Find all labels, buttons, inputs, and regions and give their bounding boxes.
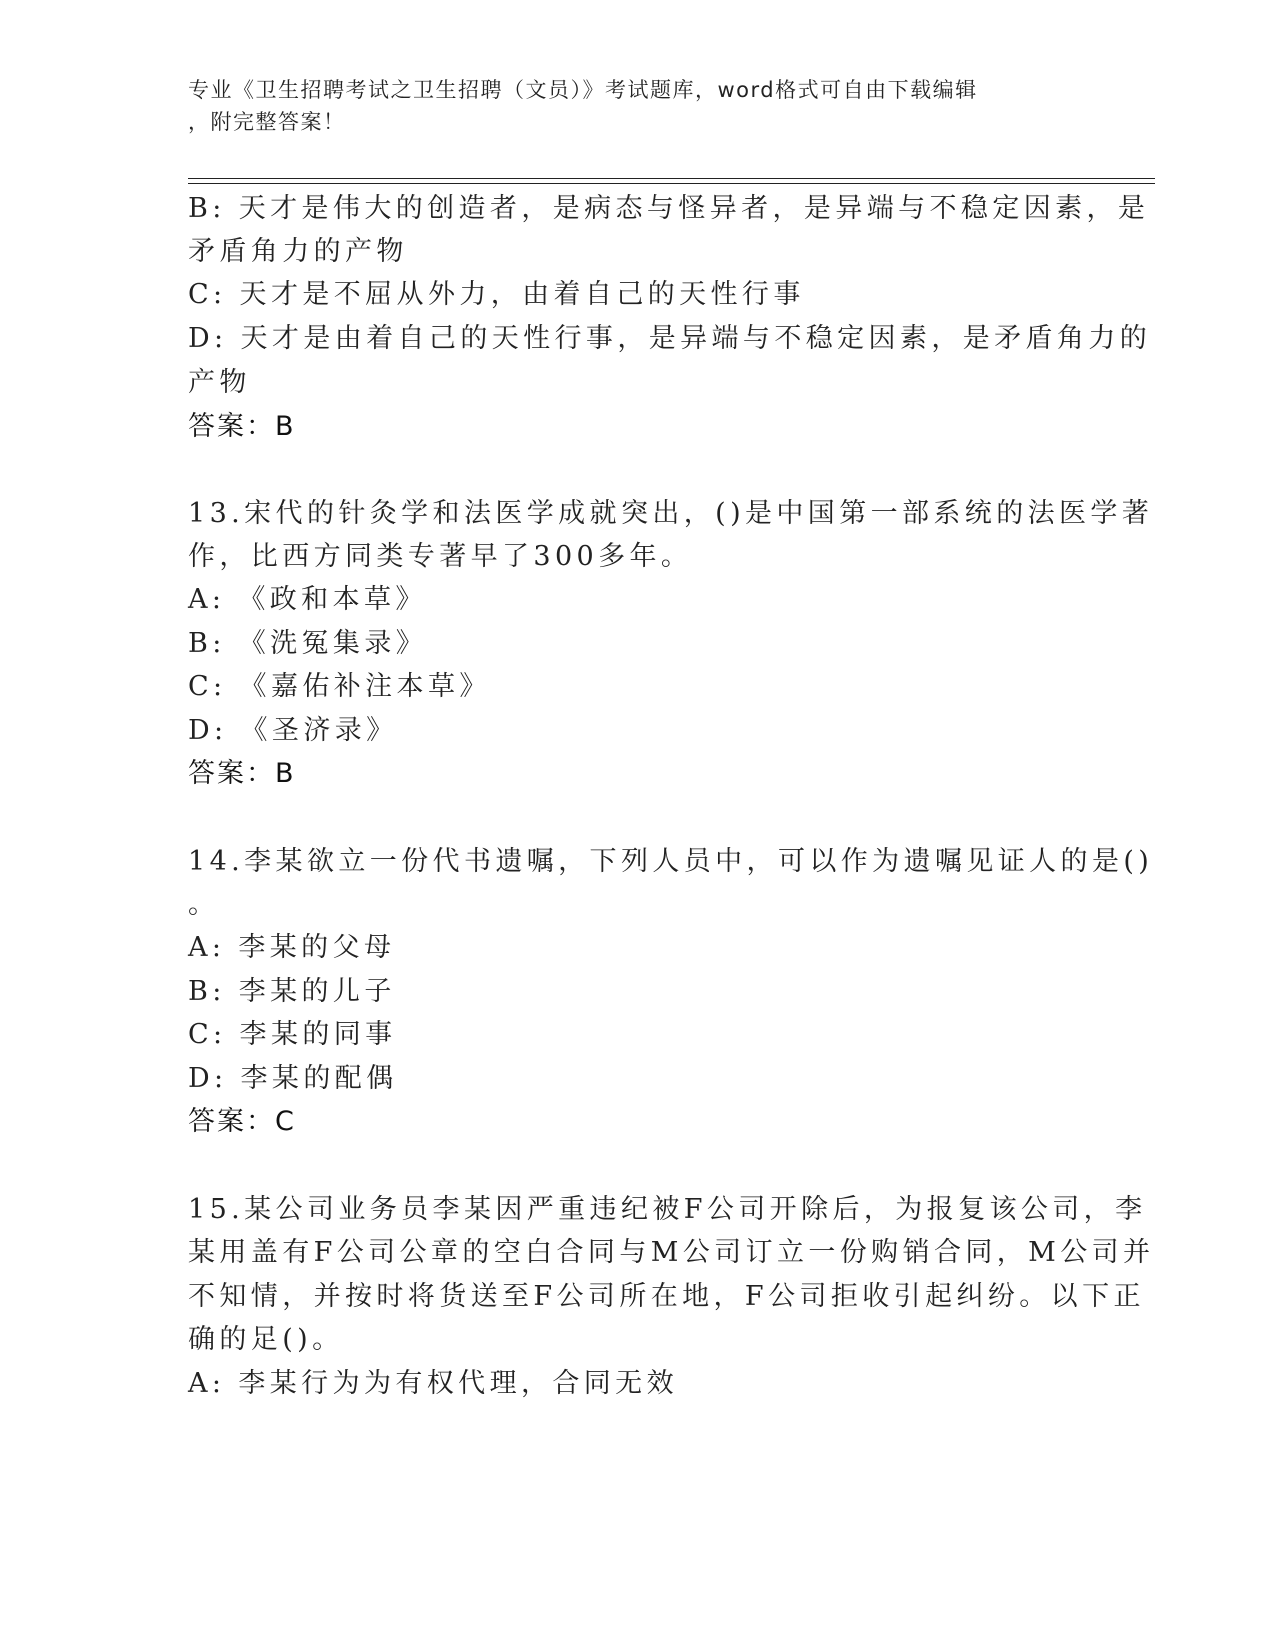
q13-option-b: B: 《洗冤集录》 bbox=[188, 628, 428, 659]
q12-option-d-line-1: D: 天才是由着自己的天性行事，是异端与不稳定因素，是矛盾角力的 bbox=[188, 323, 1152, 354]
q13-stem-line-1: 13.宋代的针灸学和法医学成就突出，()是中国第一部系统的法医学著 bbox=[188, 498, 1154, 529]
q13-answer: 答案：B bbox=[188, 758, 296, 789]
header-line-1: 专业《卫生招聘考试之卫生招聘（文员）》考试题库，word格式可自由下载编辑 bbox=[188, 78, 978, 102]
q13-option-d: D: 《圣济录》 bbox=[188, 715, 398, 746]
q14-stem-line-2: 。 bbox=[188, 889, 220, 920]
q12-option-b-line-2: 矛盾角力的产物 bbox=[188, 236, 408, 267]
q15-stem-line-4: 确的足()。 bbox=[188, 1324, 344, 1355]
q15-stem-line-1: 15.某公司业务员李某因严重违纪被F公司开除后，为报复该公司，李 bbox=[188, 1194, 1147, 1225]
q15-option-a: A: 李某行为为有权代理，合同无效 bbox=[188, 1368, 678, 1399]
header-divider-top bbox=[188, 178, 1155, 179]
q14-answer: 答案：C bbox=[188, 1106, 296, 1137]
q14-stem-line-1: 14.李某欲立一份代书遗嘱，下列人员中，可以作为遗嘱见证人的是() bbox=[188, 846, 1154, 877]
q15-stem-line-2: 某用盖有F公司公章的空白合同与M公司订立一份购销合同，M公司并 bbox=[188, 1237, 1155, 1268]
q12-option-b-line-1: B: 天才是伟大的创造者，是病态与怪异者，是异端与不稳定因素，是 bbox=[188, 193, 1150, 224]
q13-stem-line-2: 作，比西方同类专著早了300多年。 bbox=[188, 541, 693, 572]
document-header bbox=[188, 74, 1068, 138]
q12-answer: 答案：B bbox=[188, 411, 296, 442]
header-line-2: ，附完整答案！ bbox=[188, 110, 346, 134]
q13-option-c: C: 《嘉佑补注本草》 bbox=[188, 671, 491, 702]
q14-option-b: B: 李某的儿子 bbox=[188, 976, 396, 1007]
q12-option-d-line-2: 产物 bbox=[188, 367, 251, 398]
q14-option-c: C: 李某的同事 bbox=[188, 1019, 397, 1050]
q15-stem-line-3: 不知情，并按时将货送至F公司所在地，F公司拒收引起纠纷。以下正 bbox=[188, 1281, 1145, 1312]
q14-option-d: D: 李某的配偶 bbox=[188, 1063, 398, 1094]
header-divider-bottom bbox=[188, 183, 1155, 184]
q14-option-a: A: 李某的父母 bbox=[188, 932, 396, 963]
q13-option-a: A: 《政和本草》 bbox=[188, 584, 427, 615]
q12-option-c: C: 天才是不屈从外力，由着自己的天性行事 bbox=[188, 279, 805, 310]
